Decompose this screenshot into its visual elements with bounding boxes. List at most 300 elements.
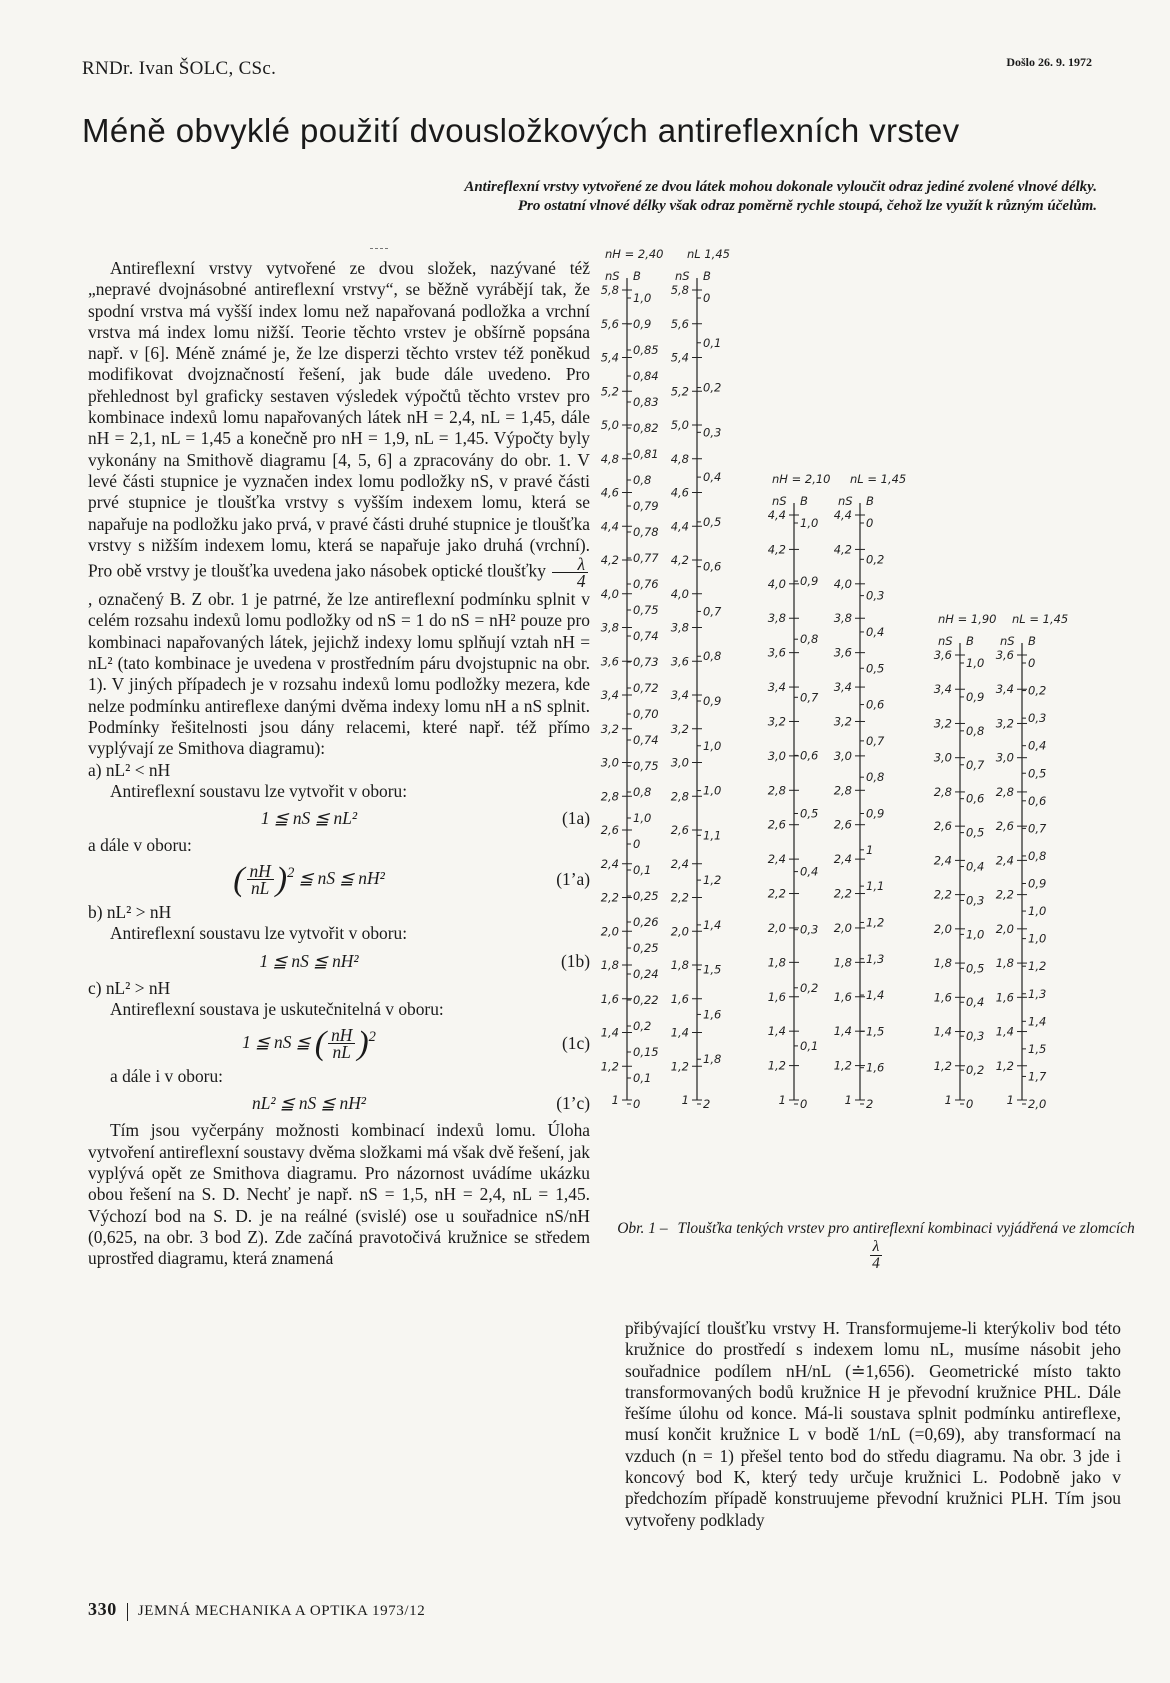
ns-tick-label: 1,8 — [767, 955, 786, 970]
equation-number: (1c) — [562, 1032, 590, 1053]
ns-tick-label: 3,4 — [995, 682, 1014, 697]
b2-tick-label: 1,0 — [703, 738, 722, 753]
ns-tick-label: 2,0 — [833, 920, 852, 935]
ns-tick-label: 3,6 — [995, 648, 1014, 662]
b1-tick-label: 0,75 — [633, 603, 659, 617]
b2-tick-label: 0,5 — [866, 661, 885, 676]
b2-tick-label: 0,4 — [703, 470, 722, 485]
b2-tick-label: 0,3 — [866, 588, 885, 603]
b1-tick-label: 0,74 — [633, 733, 659, 747]
ns-tick-label: 1,6 — [767, 989, 786, 1004]
ns-tick-label: 3,4 — [767, 680, 786, 695]
ns-tick-label: 3,0 — [933, 750, 952, 765]
b2-tick-label: 1,1 — [866, 879, 885, 894]
ns-tick-label: 3,8 — [767, 611, 786, 626]
body-text: Antireflexní vrstvy vytvořené ze dvou složek, nazývané též „nepravé dvojnásobné antireflexní vrstvy“, se běžně vyrábějí tak, že spodní vrstva má vyšší index lomu než napařovaná podložka a vrchní vrstva má index lomu nižší. Teorie těchto vrstev je obšírně popsána např. v [6]. Méně známé je, že lze disperzi těchto vrstev též poněkud modifikovat dvojznačností řešení, jak bude dále uvedeno. Pro přehlednost byl graficky sestaven výsledek výpočtů těchto vrstev pro kombinace indexů lomu napařovaných látek nH = 2,4, nL = 1,45, dále nH = 2,1, nL = 1,45 a konečně pro nH = 1,9, nL = 1,45. Výpočty byly vykonány na Smithově diagramu [4, 5, 6] a zpracovány do obr. 1. V levé části stupnice je vyznačen index lomu podložky nS, v pravé části prvé stupnice je tloušťka vrstvy s vyšším indexem lomu, která se napařuje na podložku jako prvá, v pravé části druhé stupnice je tloušťka vrstvy s nižším indexem lomu, která se napařuje jako druhá (vrchní). Pro obě vrstvy je tloušťka uvedena jako násobek optické tloušťky — [88, 258, 590, 581]
b1-tick-label: 1,0 — [633, 291, 652, 305]
ns-tick-label: 1,6 — [670, 991, 689, 1006]
caption-number: Obr. 1 – — [617, 1220, 668, 1237]
b2-tick-label: 1,0 — [703, 783, 722, 798]
ns-tick-label: 4,6 — [600, 485, 619, 500]
ns-tick-label: 3,2 — [833, 714, 852, 729]
ns-tick-label: 4,0 — [670, 586, 689, 601]
ns-tick-label: 4,2 — [670, 553, 689, 567]
statement: a dále v oboru: — [88, 835, 192, 856]
abstract-line: Antireflexní vrstvy vytvořené ze dvou látek mohou dokonale vyloučit odraz jediné zvolené vlnové délky. — [464, 179, 1097, 195]
ns-tick-label: 2,6 — [670, 823, 689, 837]
ns-tick-label: 1 — [1006, 1093, 1014, 1107]
ns-tick-label: 1,6 — [995, 990, 1014, 1005]
b1-tick-label: 0,75 — [633, 759, 659, 773]
b1-tick-label: 0,4 — [966, 995, 985, 1010]
b1-tick-label: 0,1 — [633, 1071, 652, 1085]
ns-tick-label: 1,4 — [995, 1024, 1014, 1039]
ns-tick-label: 4,2 — [600, 553, 619, 567]
ns-tick-label: 2,6 — [767, 817, 786, 832]
lambda-quarter-fraction — [552, 554, 588, 592]
divider — [127, 1603, 128, 1621]
b1-tick-label: 0,5 — [966, 825, 985, 840]
ns-tick-label: 3,8 — [600, 620, 619, 635]
frac-den: 4 — [872, 1255, 880, 1272]
b1-tick-label: 0,9 — [800, 574, 819, 589]
b1-tick-label: 0,2 — [633, 1019, 652, 1033]
ns-tick-label: 5,0 — [600, 418, 619, 432]
b1-tick-label: 0,1 — [633, 863, 652, 877]
case-a: a) nL² < nH — [88, 759, 171, 780]
b2-tick-label: 0,7 — [703, 604, 722, 619]
axis-header-ns: nS — [675, 269, 690, 283]
ns-tick-label: 4,8 — [670, 451, 689, 466]
b2-tick-label: 0 — [703, 291, 711, 305]
ns-tick-label: 2,0 — [670, 924, 689, 939]
ns-tick-label: 1,2 — [767, 1058, 786, 1073]
ns-tick-label: 1 — [611, 1093, 619, 1107]
ns-tick-label: 1,6 — [933, 990, 952, 1005]
ns-tick-label: 3,8 — [670, 620, 689, 635]
ns-tick-label: 2,8 — [600, 789, 619, 804]
ns-tick-label: 5,6 — [600, 316, 619, 331]
ns-tick-label: 2,4 — [933, 853, 952, 868]
b1-tick-label: 0,84 — [633, 369, 659, 383]
ns-tick-label: 4,0 — [767, 576, 786, 591]
ns-tick-label: 2,4 — [995, 853, 1014, 868]
b1-tick-label: 0,6 — [800, 748, 819, 763]
b1-tick-label: 0,26 — [633, 915, 659, 929]
b1-tick-label: 0,8 — [800, 632, 819, 647]
axis-header-B: B — [1028, 634, 1036, 648]
frac-den: nL — [332, 1041, 351, 1062]
b1-tick-label: 0,82 — [633, 421, 659, 435]
ns-tick-label: 3,6 — [833, 645, 852, 660]
b2-tick-label: 0,9 — [866, 806, 885, 821]
ns-tick-label: 1,4 — [933, 1024, 952, 1039]
ns-tick-label: 3,2 — [933, 716, 952, 731]
ns-tick-label: 2,4 — [670, 856, 689, 871]
ns-tick-label: 5,6 — [670, 316, 689, 331]
journal-name: JEMNÁ MECHANIKA A OPTIKA 1973/12 — [137, 1603, 426, 1619]
b2-tick-label: 0,9 — [703, 694, 722, 708]
equation-lhs: 1 ≦ nS ≦ — [242, 1031, 311, 1052]
ns-tick-label: 1,2 — [600, 1059, 619, 1074]
b2-tick-label: 0,2 — [1028, 683, 1047, 698]
b1-tick-label: 0,2 — [800, 980, 819, 995]
axis-header-ns: nS — [1000, 634, 1015, 648]
ns-tick-label: 1,6 — [833, 989, 852, 1004]
b1-tick-label: 1,0 — [800, 516, 819, 530]
ns-tick-label: 3,0 — [670, 755, 689, 770]
ns-tick-label: 2,6 — [600, 823, 619, 837]
lambda-quarter-fraction — [870, 1239, 883, 1272]
b1-tick-label: 0,8 — [633, 785, 652, 799]
ns-tick-label: 4,2 — [833, 542, 852, 557]
ns-tick-label: 2,8 — [933, 784, 952, 799]
ns-tick-label: 2,0 — [600, 924, 619, 939]
body-column-right — [625, 1318, 1121, 1531]
b1-tick-label: 0,6 — [966, 791, 985, 806]
ns-tick-label: 3,6 — [933, 648, 952, 662]
ns-tick-label: 1,8 — [670, 958, 689, 972]
b1-tick-label: 0 — [966, 1097, 974, 1111]
ns-tick-label: 1,8 — [933, 956, 952, 971]
ns-tick-label: 1 — [844, 1093, 852, 1107]
set-nH-label: nH = 1,90 — [938, 612, 997, 626]
axis-header-ns: nS — [938, 634, 953, 648]
b2-tick-label: 0,5 — [1028, 766, 1047, 781]
ns-tick-label: 3,0 — [995, 750, 1014, 765]
b2-tick-label: 0,4 — [1028, 738, 1047, 753]
b1-tick-label: 0 — [633, 1097, 641, 1111]
b2-tick-label: 2 — [866, 1097, 874, 1111]
axis-header-B: B — [866, 494, 874, 508]
ns-tick-label: 1 — [681, 1093, 689, 1107]
b1-tick-label: 1,0 — [966, 927, 985, 942]
b2-tick-label: 0,6 — [1028, 793, 1047, 808]
ns-tick-label: 4,4 — [600, 519, 619, 534]
article-title: Méně obvyklé použití dvousložkových antireflexních vrstev — [82, 112, 960, 149]
ns-tick-label: 1 — [778, 1093, 786, 1107]
ns-tick-label: 3,2 — [670, 721, 689, 736]
ns-tick-label: 4,4 — [670, 519, 689, 534]
b1-tick-label: 0,74 — [633, 629, 659, 643]
ns-tick-label: 2,4 — [767, 852, 786, 867]
b2-tick-label: 1,8 — [703, 1052, 722, 1067]
b2-tick-label: 1,3 — [866, 951, 885, 966]
set-nL-label: nL = 1,45 — [1012, 612, 1069, 626]
b1-tick-label: 0,3 — [800, 922, 819, 937]
b1-tick-label: 0,9 — [633, 317, 652, 331]
set-nH-label: nH = 2,10 — [772, 472, 831, 486]
ns-tick-label: 3,2 — [995, 716, 1014, 731]
ns-tick-label: 5,8 — [670, 283, 689, 297]
equation-1pa — [88, 860, 590, 899]
ns-tick-label: 2,2 — [933, 887, 952, 902]
ns-tick-label: 3,4 — [933, 682, 952, 697]
ns-tick-label: 2,4 — [833, 852, 852, 867]
b2-tick-label: 1,0 — [1028, 931, 1047, 946]
b2-tick-label: 1,5 — [1028, 1041, 1047, 1056]
ns-tick-label: 2,6 — [833, 817, 852, 832]
ns-tick-label: 2,0 — [933, 921, 952, 936]
ns-tick-label: 2,4 — [600, 856, 619, 871]
ns-tick-label: 1,2 — [995, 1058, 1014, 1073]
frac-num: nH — [247, 863, 274, 880]
b2-tick-label: 1,2 — [703, 873, 722, 888]
ns-tick-label: 2,8 — [833, 783, 852, 798]
b1-tick-label: 0,3 — [966, 1029, 985, 1044]
equation-rest: ≦ nS ≦ nH² — [298, 867, 385, 888]
set-nL-label: nL 1,45 — [687, 247, 730, 261]
ns-tick-label: 5,2 — [600, 384, 619, 399]
b1-tick-label: 0,72 — [633, 681, 659, 695]
b2-tick-label: 0,7 — [1028, 821, 1047, 836]
b2-tick-label: 0 — [1028, 656, 1036, 670]
ns-tick-label: 1,2 — [833, 1058, 852, 1073]
b2-tick-label: 0,2 — [703, 380, 722, 395]
equation-body: 1 ≦ nS ≦ nL² — [260, 808, 358, 829]
b1-tick-label: 1,0 — [966, 656, 985, 670]
ns-tick-label: 3,4 — [670, 688, 689, 702]
ns-tick-label: 1 — [944, 1093, 952, 1107]
frac-den: 4 — [576, 571, 586, 592]
b2-tick-label: 1,0 — [1028, 904, 1047, 919]
b2-tick-label: 0,1 — [703, 335, 722, 350]
axis-header-ns: nS — [772, 494, 787, 508]
received-date: Došlo 26. 9. 1972 — [1006, 55, 1092, 69]
b2-tick-label: 0,4 — [866, 624, 885, 639]
equation-1pc — [88, 1093, 590, 1114]
ns-tick-label: 2,2 — [600, 890, 619, 905]
statement: Antireflexní soustavu lze vytvořit v oboru: — [110, 780, 408, 801]
frac-num: λ — [552, 556, 588, 573]
b2-tick-label: 0 — [866, 516, 874, 530]
b2-tick-label: 1,2 — [866, 915, 885, 930]
ns-tick-label: 1,2 — [933, 1058, 952, 1073]
b2-tick-label: 1,6 — [703, 1007, 722, 1022]
b2-tick-label: 2,0 — [1028, 1097, 1047, 1111]
equation-body: nL² ≦ nS ≦ nH² — [252, 1093, 366, 1114]
statement: Antireflexní soustava je uskutečnitelná v oboru: — [110, 999, 444, 1020]
ns-tick-label: 5,2 — [670, 384, 689, 399]
b1-tick-label: 0,83 — [633, 395, 659, 409]
b1-tick-label: 0,77 — [633, 551, 659, 565]
ns-tick-label: 4,4 — [767, 508, 786, 522]
b1-tick-label: 0,1 — [800, 1038, 819, 1053]
ns-tick-label: 2,6 — [995, 819, 1014, 834]
abstract-line: Pro ostatní vlnové délky však odraz poměrně rychle stoupá, čehož lze využít k různým účelům. — [517, 198, 1097, 214]
ns-tick-label: 3,4 — [833, 680, 852, 695]
b1-tick-label: 0,9 — [966, 689, 985, 704]
b2-tick-label: 1 — [866, 842, 874, 857]
ns-tick-label: 4,0 — [833, 576, 852, 591]
b1-tick-label: 0,2 — [966, 1063, 985, 1078]
body-paragraph — [88, 258, 590, 760]
ns-tick-label: 2,2 — [833, 886, 852, 901]
b1-tick-label: 0,15 — [633, 1045, 659, 1059]
b2-tick-label: 1,4 — [1028, 1014, 1047, 1029]
ns-tick-label: 3,0 — [767, 748, 786, 763]
b1-tick-label: 0,76 — [633, 577, 659, 591]
ns-tick-label: 4,0 — [600, 586, 619, 601]
b1-tick-label: 0,3 — [966, 893, 985, 908]
ns-tick-label: 5,4 — [670, 350, 689, 365]
statement: a dále i v oboru: — [110, 1065, 224, 1086]
ns-tick-label: 3,0 — [833, 748, 852, 763]
b2-tick-label: 1,5 — [703, 962, 722, 977]
axis-header-B: B — [966, 634, 974, 648]
frac-num: nH — [328, 1027, 355, 1044]
statement: Antireflexní soustavu lze vytvořit v oboru: — [110, 923, 408, 944]
case-b: b) nL² > nH — [88, 902, 172, 923]
ns-tick-label: 1,4 — [767, 1024, 786, 1039]
b1-tick-label: 0,22 — [633, 993, 659, 1007]
equation-1a — [88, 808, 590, 829]
ns-tick-label: 2,8 — [670, 789, 689, 804]
equation-number: (1a) — [562, 808, 590, 829]
equation-body: 1 ≦ nS ≦ ( $\frac{nH}{nL}$ )$^2$ — [242, 1024, 376, 1062]
exponent: 2 — [287, 864, 295, 881]
b1-tick-label: 0,8 — [966, 723, 985, 738]
b1-tick-label: 0,81 — [633, 447, 659, 461]
author: RNDr. Ivan ŠOLC, CSc. — [82, 58, 277, 79]
ns-tick-label: 2,0 — [995, 921, 1014, 936]
abstract — [355, 178, 1097, 216]
b2-tick-label: 1,4 — [703, 917, 722, 932]
b1-tick-label: 0,25 — [633, 941, 659, 955]
ns-tick-label: 2,2 — [767, 886, 786, 901]
ns-tick-label: 3,6 — [600, 654, 619, 669]
b2-tick-label: 0,7 — [866, 733, 885, 748]
caption-text: Tloušťka tenkých vrstev pro antireflexní kombinaci vyjádřená ve zlomcích — [677, 1220, 1135, 1237]
ns-tick-label: 2,0 — [767, 920, 786, 935]
b1-tick-label: 0,25 — [633, 889, 659, 903]
ns-tick-label: 3,0 — [600, 755, 619, 770]
b2-tick-label: 1,3 — [1028, 986, 1047, 1001]
ns-tick-label: 3,2 — [600, 721, 619, 736]
ns-tick-label: 1,8 — [833, 955, 852, 970]
axis-header-B: B — [800, 494, 808, 508]
ns-tick-label: 3,2 — [767, 714, 786, 729]
ns-tick-label: 3,6 — [670, 654, 689, 669]
ns-tick-label: 4,8 — [600, 451, 619, 466]
axis-header-B: B — [703, 269, 711, 283]
ns-tick-label: 1,8 — [995, 956, 1014, 971]
b2-tick-label: 1,6 — [866, 1060, 885, 1075]
b2-tick-label: 0,9 — [1028, 876, 1047, 891]
frac-num: λ — [870, 1239, 883, 1256]
equation-body: 1 ≦ nS ≦ nH² — [259, 950, 359, 971]
b1-tick-label: 0,4 — [966, 859, 985, 874]
b2-tick-label: 1,2 — [1028, 959, 1047, 974]
set-nH-label: nH = 2,40 — [605, 247, 664, 261]
ns-tick-label: 4,6 — [670, 485, 689, 500]
b2-tick-label: 1,5 — [866, 1024, 885, 1039]
case-c: c) nL² > nH — [88, 977, 171, 998]
equation-number: (1b) — [561, 950, 590, 971]
ns-tick-label: 4,2 — [767, 542, 786, 557]
b1-tick-label: 0,8 — [633, 473, 652, 487]
axis-header-B: B — [633, 269, 641, 283]
ns-tick-label: 2,8 — [995, 784, 1014, 799]
body-paragraph: Tím jsou vyčerpány možnosti kombinací indexů lomu. Úloha vytvoření antireflexní soustavy dvěma složkami má však dvě řešení, jak vyplývá opět ze Smithova diagramu. Pro názornost uvádíme ukázku obou řešení na S. D. Nechť je např. nS = 1,5, nH = 2,4, nL = 1,45. Výchozí bod na S. D. je na reálné (svislé) ose u souřadnice nS/nH (0,625, na obr. 3 bod Z). Zde začíná pravotočivá kružnice se středem uprostřed diagramu, která znamená — [88, 1120, 590, 1269]
b1-tick-label: 0,5 — [800, 806, 819, 821]
body-column-left — [88, 258, 590, 1269]
nomogram-figure — [600, 247, 1162, 1208]
divider — [370, 248, 388, 249]
frac-den: nL — [250, 878, 270, 899]
b1-tick-label: 0,4 — [800, 864, 819, 879]
b2-tick-label: 0,8 — [1028, 848, 1047, 863]
b2-tick-label: 0,2 — [866, 552, 885, 567]
set-nL-label: nL = 1,45 — [850, 472, 907, 486]
b1-tick-label: 0,79 — [633, 499, 659, 513]
equation-body: ( $\frac{nH}{nL}$ )$^2$ ≦ nS ≦ nH² — [233, 860, 385, 899]
b1-tick-label: 0 — [800, 1097, 808, 1111]
page-number: 330 — [88, 1599, 117, 1619]
ns-tick-label: 1,2 — [670, 1059, 689, 1074]
b2-tick-label: 0,8 — [703, 649, 722, 664]
b2-tick-label: 0,6 — [703, 559, 722, 574]
figure-caption — [612, 1218, 1140, 1272]
b2-tick-label: 0,3 — [703, 425, 722, 440]
ns-tick-label: 4,4 — [833, 508, 852, 522]
ns-tick-label: 5,8 — [600, 283, 619, 297]
b1-tick-label: 0,7 — [966, 757, 985, 772]
b2-tick-label: 0,5 — [703, 514, 722, 529]
ns-tick-label: 2,2 — [670, 890, 689, 905]
equation-number: (1’c) — [556, 1093, 590, 1114]
ns-tick-label: 3,6 — [767, 645, 786, 660]
body-text: , označený B. Z obr. 1 je patrné, že lze antireflexní podmínku splnit v celém rozsahu indexů lomu podložky od nS = 1 do nS = nH² pouze pro kombinaci napařovaných látek, jejichž indexy lomu splňují vztah nH = nL² (tato kombinace je uvedena v prostředním páru dvojstupnic na obr. 1). V jiných případech je v rozsahu indexů lomu podložky mezera, kde nelze podmínku antireflexe danými dvěma indexy lomu nH a nS splnit. Podmínky řešitelnosti jsou dány relacemi, které např. též přímo vyplývají ze Smithova diagramu): — [88, 589, 590, 759]
b1-tick-label: 0 — [633, 837, 641, 851]
b1-tick-label: 0,7 — [800, 690, 819, 705]
b1-tick-label: 1,0 — [633, 811, 652, 825]
ns-tick-label: 1,6 — [600, 991, 619, 1006]
axis-header-ns: nS — [605, 269, 620, 283]
axis-header-ns: nS — [838, 494, 853, 508]
b2-tick-label: 1,4 — [866, 988, 885, 1003]
b2-tick-label: 2 — [703, 1097, 711, 1111]
b2-tick-label: 0,3 — [1028, 711, 1047, 726]
exponent: 2 — [368, 1028, 376, 1045]
body-paragraph: přibývající tloušťku vrstvy H. Transformujeme-li kterýkoliv bod této kružnice do prostředí s indexem lomu nL, musíme násobit jeho souřadnice podílem nH/nL (≐1,656). Geometrické místo takto transformovaných bodů kružnice H je převodní kružnice PHL. Dále řešíme úlohu od konce. Má-li soustava splnit podmínku antireflexe, musí končit kružnice L v bodě 1/nL (=0,69), aby transformací na vzduch (n = 1) přešel tento bod do středu diagramu. Na obr. 3 jde i koncový bod K, který tedy určuje kružnici L. Podobně jako v předchozím případě konstruujeme převodní kružnici PLH. Tím jsou vytvořeny podklady — [625, 1318, 1121, 1530]
equation-number: (1’a) — [556, 868, 590, 889]
ns-tick-label: 1,4 — [600, 1025, 619, 1040]
ns-tick-label: 5,0 — [670, 418, 689, 432]
ns-tick-label: 2,8 — [767, 783, 786, 798]
b2-tick-label: 1,1 — [703, 828, 722, 843]
b1-tick-label: 0,78 — [633, 525, 659, 539]
ns-tick-label: 3,8 — [833, 611, 852, 626]
b2-tick-label: 1,7 — [1028, 1069, 1047, 1084]
ns-tick-label: 1,4 — [670, 1025, 689, 1040]
ns-tick-label: 3,4 — [600, 688, 619, 702]
b1-tick-label: 0,70 — [633, 707, 659, 721]
equation-1b — [88, 951, 590, 972]
page-footer — [88, 1599, 425, 1621]
ns-tick-label: 5,4 — [600, 350, 619, 365]
b1-tick-label: 0,85 — [633, 343, 659, 357]
b1-tick-label: 0,5 — [966, 961, 985, 976]
b1-tick-label: 0,73 — [633, 655, 659, 669]
ns-tick-label: 2,6 — [933, 819, 952, 834]
b2-tick-label: 0,8 — [866, 770, 885, 785]
equation-1c — [88, 1024, 590, 1062]
ns-tick-label: 2,2 — [995, 887, 1014, 902]
b1-tick-label: 0,24 — [633, 967, 659, 981]
ns-tick-label: 1,4 — [833, 1024, 852, 1039]
b2-tick-label: 0,6 — [866, 697, 885, 712]
